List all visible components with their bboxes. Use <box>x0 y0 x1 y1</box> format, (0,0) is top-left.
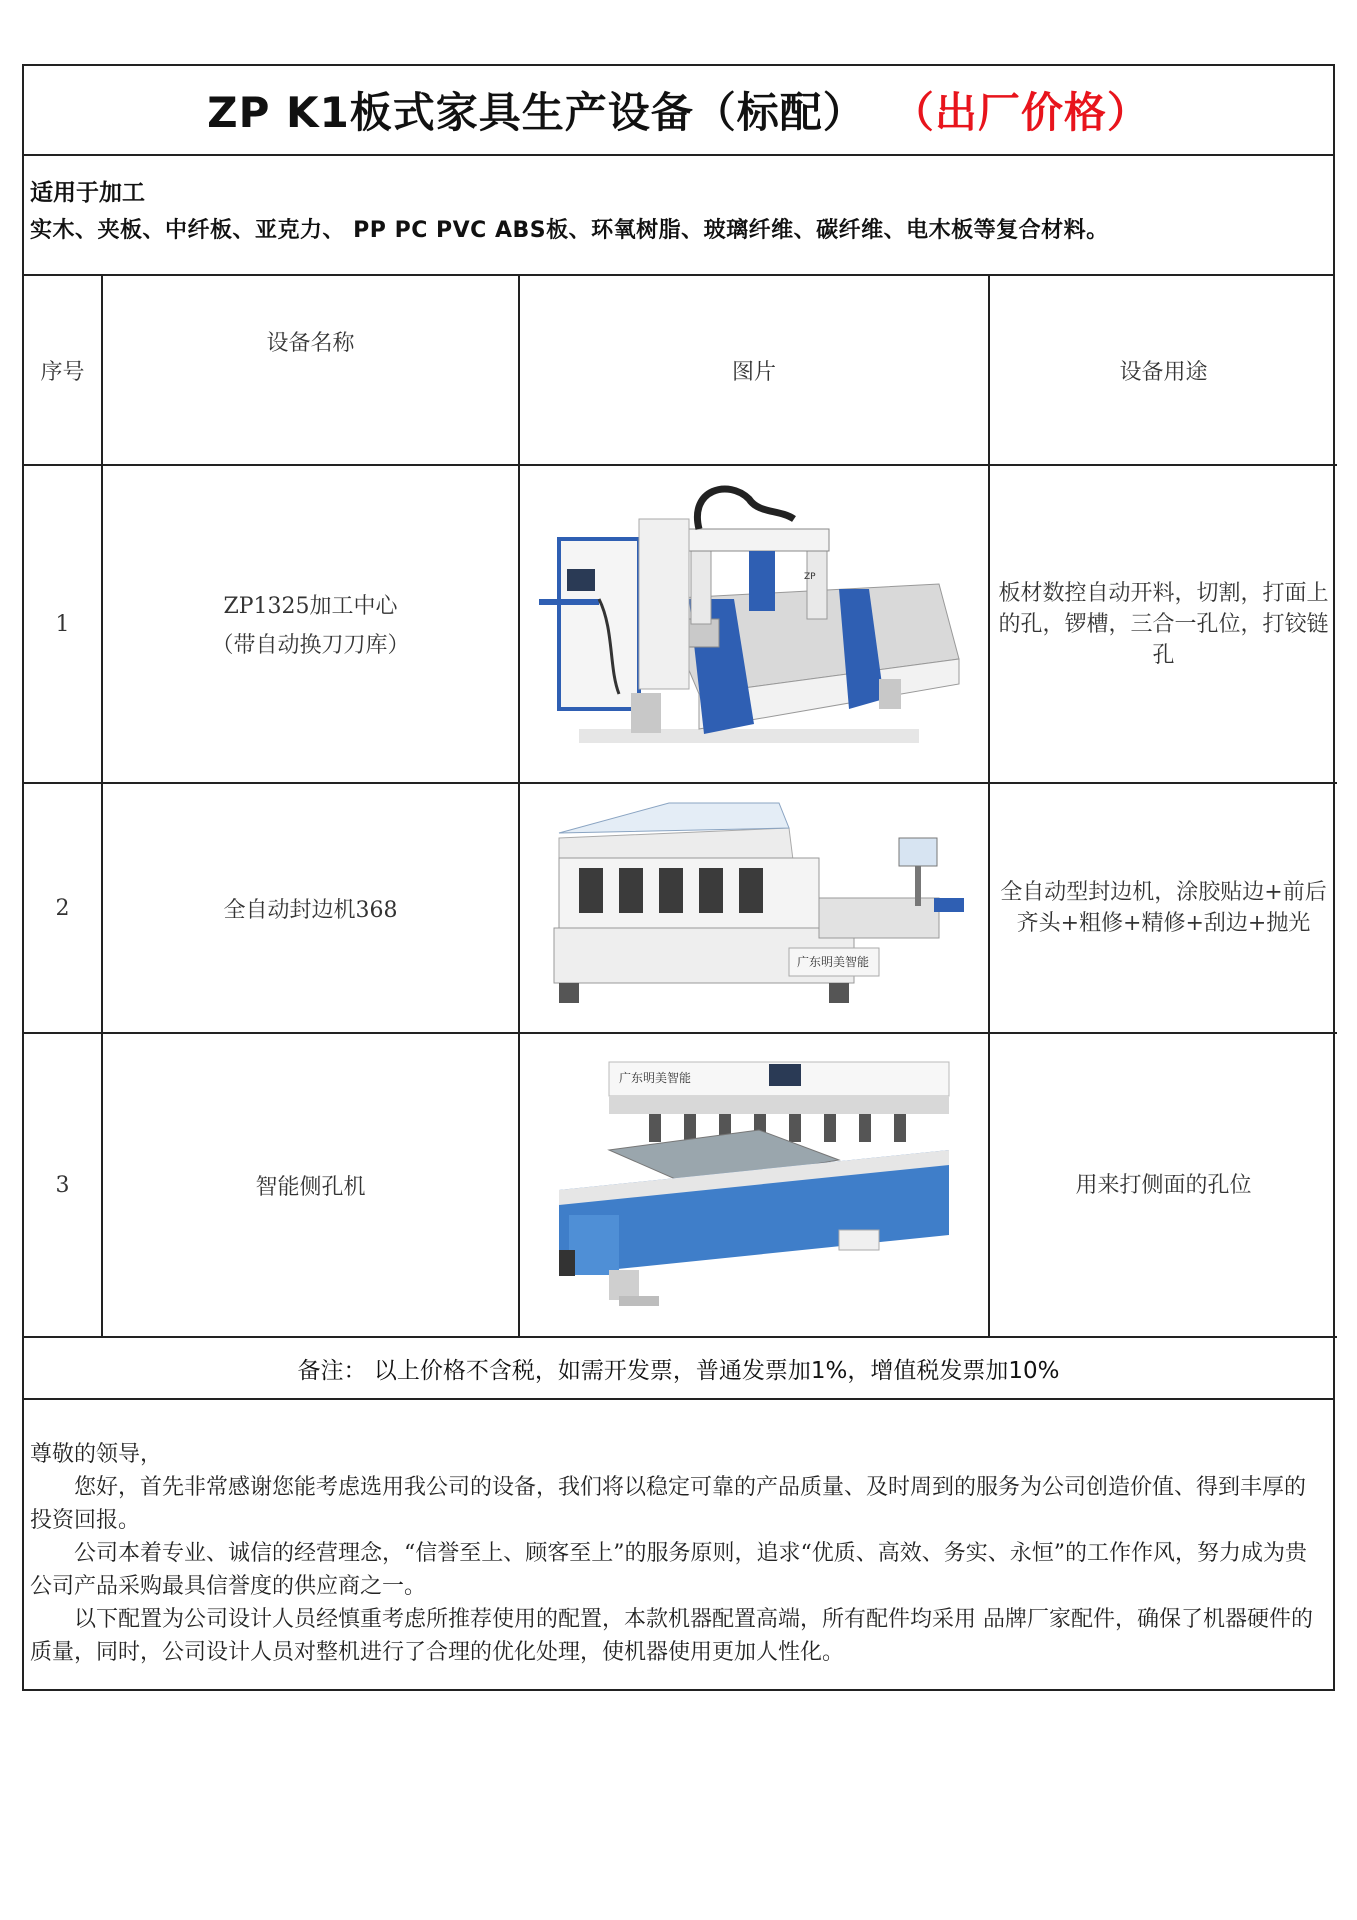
row-index: 3 <box>24 1033 102 1337</box>
row-index: 2 <box>24 783 102 1033</box>
cover-letter <box>24 1400 1333 1689</box>
table-row <box>24 1033 1337 1337</box>
row-name <box>102 1033 519 1337</box>
svg-text:广东明美智能: 广东明美智能 <box>797 955 870 969</box>
row-name <box>102 783 519 1033</box>
quotation-document <box>22 64 1335 1691</box>
side-hole-drilling-machine-image <box>539 1050 969 1320</box>
letter-paragraph-2: 公司本着专业、诚信的经营理念，“信誉至上、顾客至上”的服务原则，追求“优质、高效、务实、永恒”的工作作风，努力成为贵公司产品采购最具信誉度的供应商之一。 <box>30 1541 1307 1599</box>
letter-paragraph-1: 您好，首先非常感谢您能考虑选用我公司的设备，我们将以稳定可靠的产品质量、及时周到的服务为公司创造价值、得到丰厚的投资回报。 <box>30 1475 1307 1533</box>
row-usage: 用来打侧面的孔位 <box>989 1033 1337 1337</box>
table-row <box>24 783 1337 1033</box>
table-header-row <box>24 276 1337 465</box>
equipment-table <box>24 276 1337 1338</box>
row-image-cell <box>519 1033 989 1337</box>
row-name-line1: 全自动封边机368 <box>223 897 398 923</box>
row-name-line2: （带自动换刀刀库） <box>211 633 410 658</box>
remark-note: 备注： 以上价格不含税，如需开发票，普通发票加1%，增值税发票加10% <box>24 1338 1333 1400</box>
row-image-cell <box>519 783 989 1033</box>
header-usage: 设备用途 <box>989 276 1337 465</box>
title-main: ZP K1板式家具生产设备（标配） <box>207 88 866 137</box>
application-heading: 适用于加工 <box>30 180 145 206</box>
row-usage: 全自动型封边机，涂胶贴边+前后齐头+粗修+精修+刮边+抛光 <box>989 783 1337 1033</box>
svg-text:ZP: ZP <box>804 572 816 582</box>
edge-banding-machine-image <box>539 798 969 1018</box>
letter-greeting: 尊敬的领导， <box>30 1442 163 1467</box>
row-image-cell <box>519 465 989 783</box>
row-name-line1: ZP1325加工中心 <box>223 594 398 619</box>
document-title <box>24 66 1333 156</box>
row-usage: 板材数控自动开料，切割，打面上的孔，锣槽，三合一孔位，打铰链孔 <box>989 465 1337 783</box>
header-index: 序号 <box>24 276 102 465</box>
header-name: 设备名称 <box>102 276 519 465</box>
table-row <box>24 465 1337 783</box>
row-index: 1 <box>24 465 102 783</box>
application-section <box>24 156 1333 276</box>
row-name <box>102 465 519 783</box>
application-materials: 实木、夹板、中纤板、亚克力、 PP PC PVC ABS板、环氧树脂、玻璃纤维、碳纤维、电木板等复合材料。 <box>30 218 1109 243</box>
row-name-line1: 智能侧孔机 <box>255 1174 366 1200</box>
header-image: 图片 <box>519 276 989 465</box>
title-price-tag: （出厂价格） <box>891 88 1150 137</box>
svg-text:广东明美智能: 广东明美智能 <box>619 1071 692 1085</box>
cnc-machining-center-image <box>539 479 969 769</box>
letter-paragraph-3: 以下配置为公司设计人员经慎重考虑所推荐使用的配置，本款机器配置高端，所有配件均采用 品牌厂家配件，确保了机器硬件的质量，同时，公司设计人员对整机进行了合理的优化处理，使机器使用更加人性化。 <box>30 1607 1313 1665</box>
